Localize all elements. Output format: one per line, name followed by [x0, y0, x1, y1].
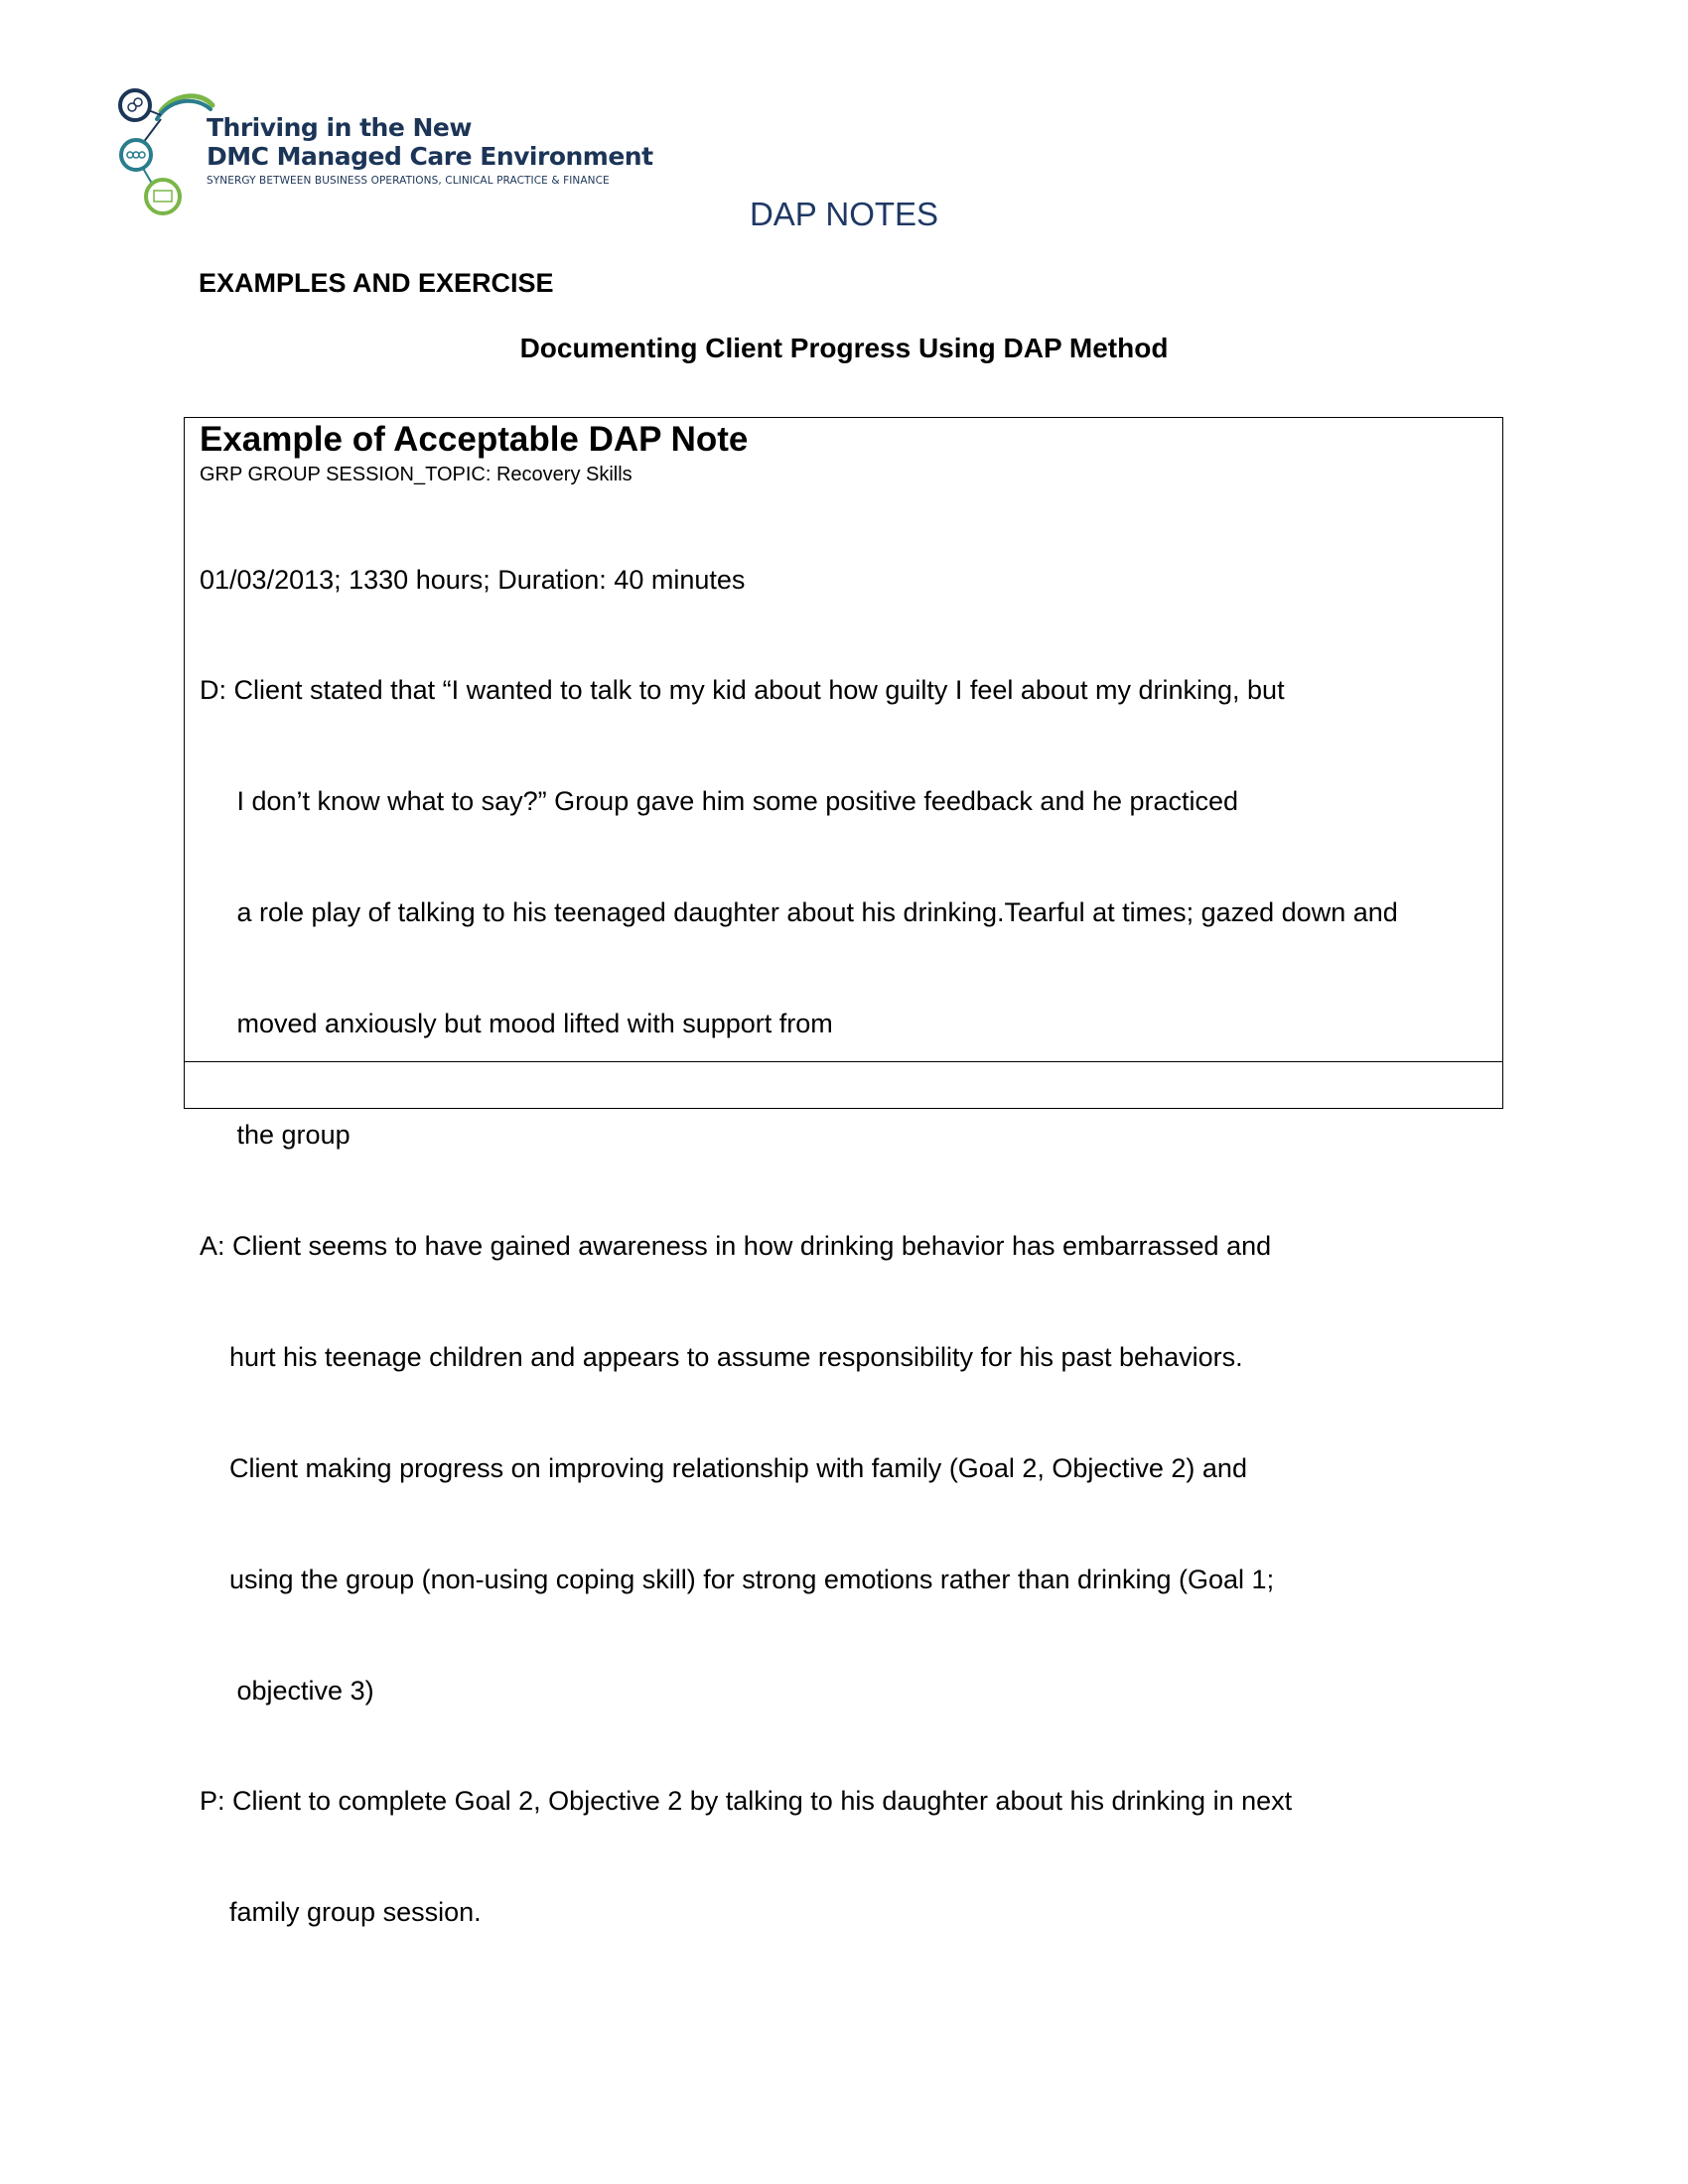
- table-row-divider: [185, 1061, 1502, 1062]
- logo-text: [207, 113, 653, 187]
- note-line: A: Client seems to have gained awareness in how drinking behavior has embarrassed and: [200, 1230, 1272, 1261]
- note-line: a role play of talking to his teenaged daughter about his drinking.Tearful at times; gazed down and: [200, 897, 1398, 928]
- note-line: Client making progress on improving relationship with family (Goal 2, Objective 2) and: [200, 1452, 1247, 1483]
- note-line: 01/03/2013; 1330 hours; Duration: 40 minutes: [200, 564, 746, 595]
- note-line: hurt his teenage children and appears to assume responsibility for his past behaviors.: [200, 1341, 1243, 1372]
- note-line: the group: [200, 1120, 351, 1151]
- note-topic: GRP GROUP SESSION_TOPIC: Recovery Skills: [200, 464, 633, 485]
- note-line: using the group (non-using coping skill) for strong emotions rather than drinking (Goal 1;: [200, 1564, 1275, 1594]
- logo-tagline: SYNERGY BETWEEN BUSINESS OPERATIONS, CLINICAL PRACTICE & FINANCE: [207, 175, 610, 187]
- dap-note-table: [184, 417, 1503, 1928]
- note-line: D: Client stated that “I wanted to talk to my kid about how guilty I feel about my drinking, but: [200, 675, 1285, 706]
- note-line: P: Client to complete Goal 2, Objective 2 by talking to his daughter about his drinking in next: [200, 1786, 1293, 1817]
- logo-title-line2: DMC Managed Care Environment: [207, 142, 653, 171]
- note-line: family group session.: [200, 1897, 482, 1928]
- note-line: objective 3): [200, 1675, 374, 1706]
- document-subtitle: Documenting Client Progress Using DAP Method: [519, 333, 1169, 363]
- note-body: [200, 487, 1492, 2005]
- note-title: Example of Acceptable DAP Note: [200, 420, 749, 459]
- dap-note-cell: [200, 418, 1492, 2005]
- section-heading: EXAMPLES AND EXERCISE: [199, 268, 554, 298]
- note-line: moved anxiously but mood lifted with support from: [200, 1009, 833, 1039]
- note-line: I don’t know what to say?” Group gave him some positive feedback and he practiced: [200, 786, 1239, 817]
- page-title: DAP NOTES: [749, 196, 939, 232]
- logo-title-line1: Thriving in the New: [207, 113, 472, 142]
